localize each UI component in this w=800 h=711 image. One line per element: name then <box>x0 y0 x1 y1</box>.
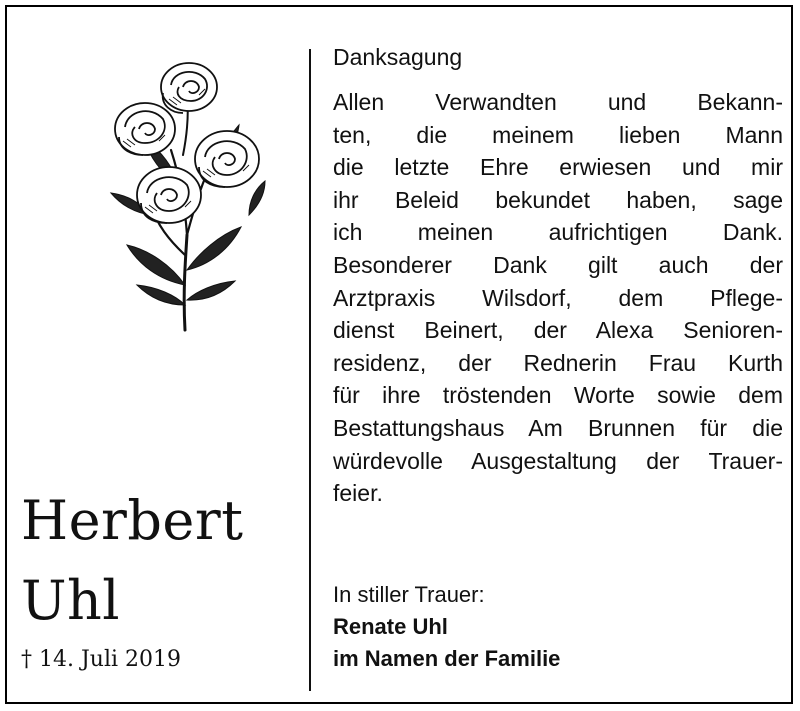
notice-line: Arztpraxis Wilsdorf, dem Pflege- <box>333 284 783 311</box>
closing-intro: In stiller Trauer: <box>333 582 485 607</box>
deceased-first-name: Herbert <box>21 489 244 552</box>
signature-family: im Namen der Familie <box>333 646 561 671</box>
notice-line: feier. <box>333 480 383 507</box>
notice-line: Allen Verwandten und Bekann- <box>333 89 783 115</box>
notice-line: würdevolle Ausgestaltung der Trauer- <box>333 447 783 474</box>
notice-line: dienst Beinert, der Alexa Senioren- <box>333 317 783 344</box>
roses-icon <box>99 55 269 335</box>
notice-line: die letzte Ehre erwiesen und mir <box>333 154 783 181</box>
closing-block <box>333 579 560 675</box>
signature-name: Renate Uhl <box>333 614 448 639</box>
left-column <box>7 7 307 702</box>
death-date: † 14. Juli 2019 <box>21 647 182 672</box>
notice-body <box>333 86 783 510</box>
notice-line: ihr Beleid bekundet haben, sage <box>333 186 783 213</box>
notice-line: Besonderer Dank gilt auch der <box>333 251 783 278</box>
notice-line: ten, die meinem lieben Mann <box>333 121 783 148</box>
notice-line: für ihre tröstenden Worte sowie dem <box>333 382 783 409</box>
notice-line: Bestattungshaus Am Brunnen für die <box>333 414 783 441</box>
notice-line: ich meinen aufrichtigen Dank. <box>333 219 783 246</box>
notice-heading: Danksagung <box>333 44 463 70</box>
deceased-last-name: Uhl <box>21 569 121 632</box>
notice-line: residenz, der Rednerin Frau Kurth <box>333 349 783 376</box>
column-divider <box>309 49 311 691</box>
obituary-frame <box>5 5 793 704</box>
notice-column <box>333 41 783 510</box>
